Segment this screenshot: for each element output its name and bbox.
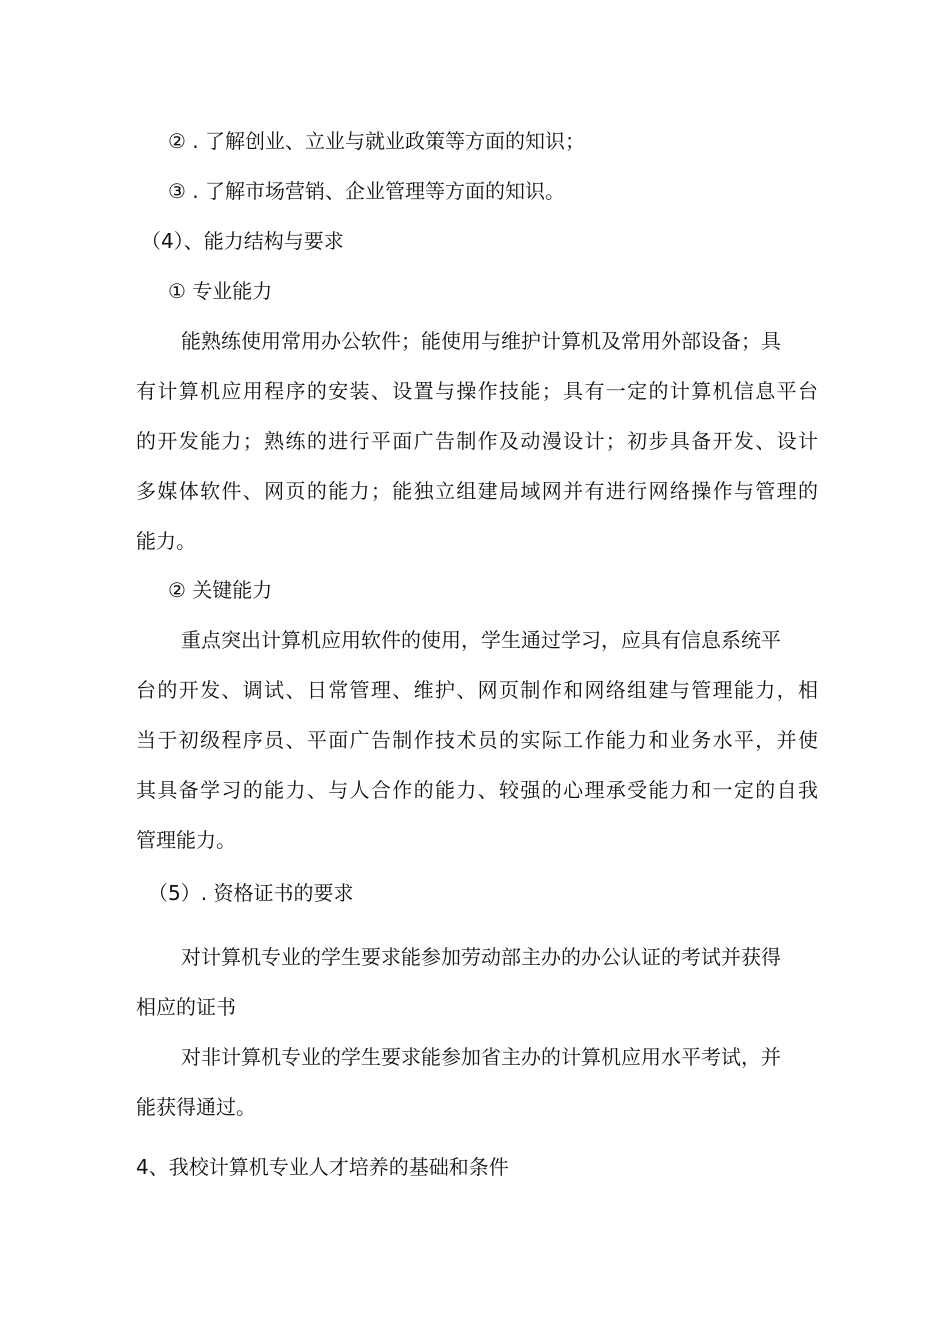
- paragraph-key-line-5: 管理能力。: [136, 828, 236, 852]
- paragraph-noncs-line-1: 对非计算机专业的学生要求能参加省主办的计算机应用水平考试，并: [181, 1045, 781, 1069]
- paragraph-key-line-3: 当于初级程序员、平面广告制作技术员的实际工作能力和业务水平，并使: [136, 728, 818, 752]
- paragraph-professional-line-4: 多媒体软件、网页的能力；能独立组建局域网并有进行网络操作与管理的: [136, 479, 818, 503]
- paragraph-professional-line-1: 能熟练使用常用办公软件；能使用与维护计算机及常用外部设备；具: [181, 329, 781, 353]
- paragraph-cert-line-1: 对计算机专业的学生要求能参加劳动部主办的办公认证的考试并获得: [181, 945, 781, 969]
- subheading-professional-ability: ① 专业能力: [168, 279, 273, 303]
- subheading-key-ability: ② 关键能力: [168, 578, 273, 602]
- paragraph-cert-line-2: 相应的证书: [136, 995, 236, 1019]
- paragraph-key-line-4: 其具备学习的能力、与人合作的能力、较强的心理承受能力和一定的自我: [136, 778, 818, 802]
- knowledge-item-2: ② . 了解创业、立业与就业政策等方面的知识；: [168, 129, 586, 153]
- paragraph-professional-line-5: 能力。: [136, 529, 196, 553]
- section-heading-5: （5）. 资格证书的要求: [148, 881, 354, 905]
- paragraph-professional-line-2: 有计算机应用程序的安装、设置与操作技能；具有一定的计算机信息平台: [136, 379, 818, 403]
- paragraph-key-line-2: 台的开发、调试、日常管理、维护、网页制作和网络组建与管理能力，相: [136, 678, 818, 702]
- section-heading-school-basis: 4、我校计算机专业人才培养的基础和条件: [136, 1155, 509, 1179]
- paragraph-professional-line-3: 的开发能力；熟练的进行平面广告制作及动漫设计；初步具备开发、设计: [136, 429, 818, 453]
- paragraph-noncs-line-2: 能获得通过。: [136, 1095, 256, 1119]
- paragraph-key-line-1: 重点突出计算机应用软件的使用，学生通过学习，应具有信息系统平: [181, 628, 781, 652]
- knowledge-item-3: ③ . 了解市场营销、企业管理等方面的知识。: [168, 179, 566, 203]
- section-heading-4: （4）、能力结构与要求: [141, 229, 344, 253]
